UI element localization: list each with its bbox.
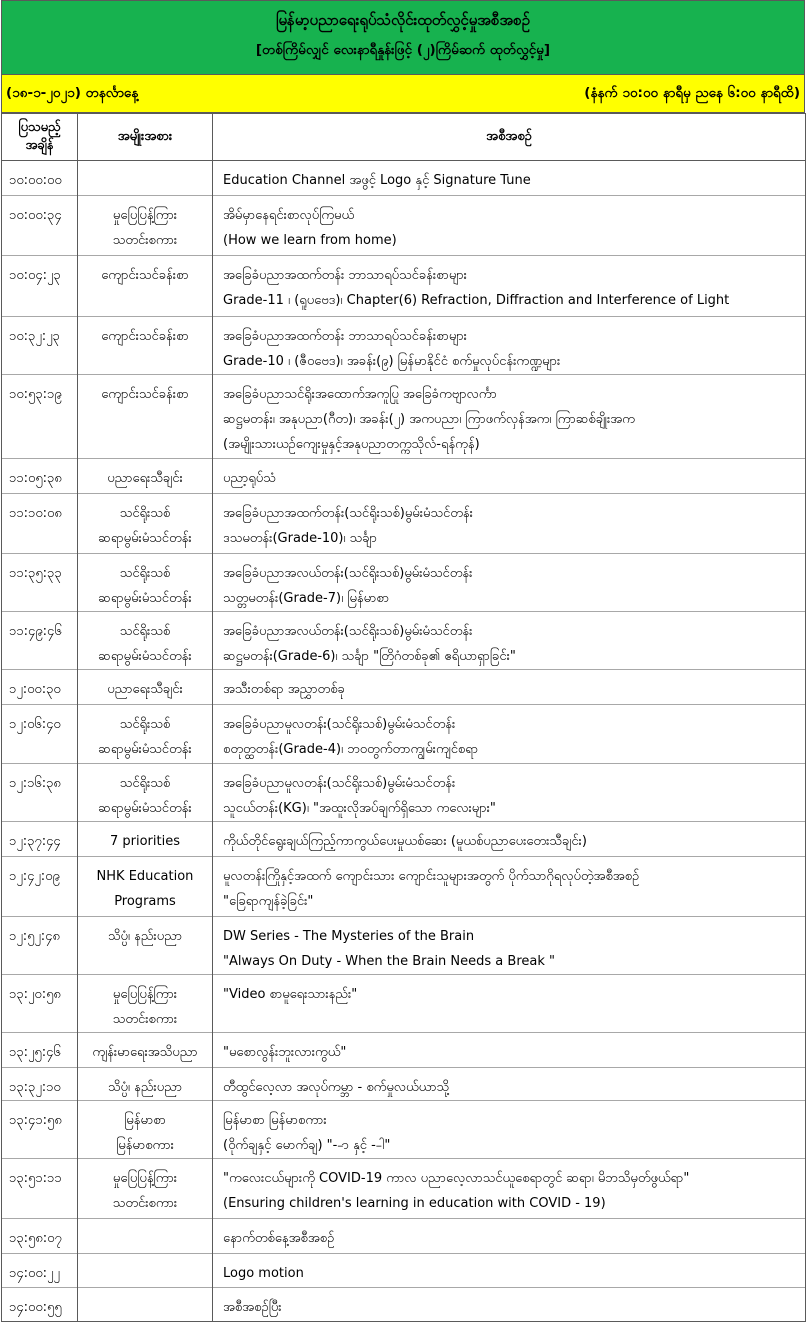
table-row bbox=[2, 256, 806, 317]
date-bar bbox=[1, 75, 805, 113]
row-type bbox=[78, 554, 213, 612]
row-program bbox=[213, 494, 806, 554]
col-header-type: အမျိုးအစား bbox=[78, 114, 213, 161]
row-program-line: "ကလေးငယ်များကို COVID-19 ကာလ ပညာလေ့လာသင်ယူစေရာတွင် ဆရာ၊ မိဘသိမှတ်ဖွယ်ရာ" bbox=[223, 1171, 690, 1186]
table-row bbox=[2, 822, 806, 857]
row-time: ၁၁:၁၀:၀၈ bbox=[2, 494, 78, 554]
row-program bbox=[213, 459, 806, 494]
row-program-line: အခြေခံပညာအထက်တန်း ဘာသာရပ်သင်ခန်းစာများ bbox=[223, 268, 467, 283]
row-program-line: သတ္တမတန်း(Grade-7)၊ မြန်မာစာ bbox=[223, 591, 390, 606]
row-program-line: မြန်မာစာ မြန်မာစကား bbox=[223, 1113, 327, 1128]
row-program-line: အသီးတစ်ရာ အညွှာတစ်ခု bbox=[223, 682, 345, 697]
row-type bbox=[78, 375, 213, 459]
row-time: ၁၁:၀၅:၃၈ bbox=[2, 459, 78, 494]
col-header-time: ပြသမည့်အချိန် bbox=[2, 114, 78, 161]
row-type-line: သင်ရိုးသစ် bbox=[119, 776, 171, 791]
row-type bbox=[78, 1101, 213, 1159]
row-type-line: သင်ရိုးသစ် bbox=[119, 506, 171, 521]
schedule-sheet bbox=[1, 0, 805, 1322]
row-program bbox=[213, 1101, 806, 1159]
row-type-line: ဆရာမွမ်းမံသင်တန်း bbox=[98, 531, 192, 546]
row-time: ၁၂:၁၆:၃၈ bbox=[2, 764, 78, 822]
row-time: ၁၃:၂၅:၄၆ bbox=[2, 1033, 78, 1068]
row-program-line: အခြေခံပညာအလယ်တန်း(သင်ရိုးသစ်)မွမ်းမံသင်တန်း bbox=[223, 624, 473, 639]
row-type bbox=[78, 494, 213, 554]
row-type-line: NHK Education bbox=[96, 869, 194, 884]
row-program-line: "ခြေရာကျန်ခဲ့ခြင်း" bbox=[223, 894, 314, 909]
row-type bbox=[78, 705, 213, 764]
row-program bbox=[213, 375, 806, 459]
row-time: ၁၃:၄၁:၅၈ bbox=[2, 1101, 78, 1159]
row-program-line: "မစောလွန်းဘူးလားကွယ်" bbox=[223, 1045, 347, 1060]
row-type-line: မြန်မာစာ bbox=[124, 1113, 166, 1128]
row-program-line: အိမ်မှာနေရင်းစာလုပ်ကြမယ် bbox=[223, 208, 355, 223]
row-type bbox=[78, 317, 213, 375]
row-time: ၁၀:၀၄:၂၃ bbox=[2, 256, 78, 317]
table-row bbox=[2, 857, 806, 917]
row-program-line: (ဝိုက်ချနှင့် မောက်ချ) "--ာ နှင့် --ါ" bbox=[223, 1138, 391, 1153]
row-program-line: "Video စာမူရေးသားနည်း" bbox=[223, 987, 358, 1002]
row-program bbox=[213, 161, 806, 196]
row-type bbox=[78, 917, 213, 975]
table-row bbox=[2, 705, 806, 764]
row-program-line: ဆဋ္ဌမတန်း၊ အနုပညာ(ဂီတ)၊ အခန်း(၂) အကပညာ၊ ကြာဖက်လှန်အက၊ ကြာဆစ်ချိုးအက bbox=[223, 412, 635, 427]
row-type-line: Programs bbox=[114, 894, 176, 909]
row-type-line: ဆရာမွမ်းမံသင်တန်း bbox=[98, 591, 192, 606]
row-type-line: 7 priorities bbox=[109, 834, 180, 849]
row-program bbox=[213, 1219, 806, 1254]
row-program-line: ပညာ့ရုပ်သံ bbox=[223, 471, 276, 486]
row-type-line: မြန်မာစကား bbox=[116, 1138, 174, 1153]
row-type-line: ဆရာမွမ်းမံသင်တန်း bbox=[98, 801, 192, 816]
table-row bbox=[2, 1101, 806, 1159]
row-time: ၁၂:၀၀:၃၀ bbox=[2, 670, 78, 705]
row-time: ၁၀:၃၂:၂၃ bbox=[2, 317, 78, 375]
row-type-line: ဆရာမွမ်းမံသင်တန်း bbox=[98, 649, 192, 664]
row-type-line: သတင်းစကား bbox=[112, 233, 178, 248]
row-program-line: အခြေခံပညာအထက်တန်း ဘာသာရပ်သင်ခန်းစာများ bbox=[223, 329, 467, 344]
table-row bbox=[2, 494, 806, 554]
row-program-line: Grade-11 ၊ (ရူပဗေဒ)၊ Chapter(6) Refraction, Diffraction and Interference of Light bbox=[223, 293, 730, 308]
row-program-line: မူလတန်းကြိုနှင့်အထက် ကျောင်းသား ကျောင်းသူများအတွက် ပိုက်သာဂိုရလုပ်တဲ့အစီအစဉ် bbox=[223, 869, 640, 884]
row-type-line: သင်ရိုးသစ် bbox=[119, 717, 171, 732]
row-program-line: အခြေခံပညာမူလတန်း(သင်ရိုးသစ်)မွမ်းမံသင်တန်း bbox=[223, 717, 456, 732]
row-program bbox=[213, 1159, 806, 1219]
row-program bbox=[213, 705, 806, 764]
row-type bbox=[78, 1159, 213, 1219]
row-time: ၁၃:၂၀:၅၈ bbox=[2, 975, 78, 1033]
row-program-line: စတုတ္ထတန်း(Grade-4)၊ ဘဝတွက်တာကျွမ်းကျင်စရာ bbox=[223, 742, 479, 757]
row-program bbox=[213, 256, 806, 317]
row-type bbox=[78, 764, 213, 822]
row-type bbox=[78, 1288, 213, 1322]
table-row bbox=[2, 1254, 806, 1288]
page-subtitle: [တစ်ကြိမ်လျှင် လေးနာရီနှုန်းဖြင့် (၂)ကြိမ်ဆက် ထုတ်လွှင့်မှု] bbox=[255, 42, 551, 58]
row-program-line: အစီအစဉ်ပြီး bbox=[223, 1300, 282, 1315]
table-row bbox=[2, 317, 806, 375]
row-type-line: မှုပြေပြန့်ကြား bbox=[112, 1171, 178, 1186]
schedule-table bbox=[1, 113, 806, 1322]
table-row bbox=[2, 196, 806, 256]
schedule-rows bbox=[2, 161, 806, 1322]
row-program bbox=[213, 917, 806, 975]
table-header-row bbox=[2, 114, 806, 161]
row-program-line: Logo motion bbox=[223, 1266, 304, 1281]
table-row bbox=[2, 1159, 806, 1219]
row-type-line: ကျောင်းသင်ခန်းစာ bbox=[101, 387, 189, 402]
row-type-line: ကျောင်းသင်ခန်းစာ bbox=[101, 329, 189, 344]
row-program bbox=[213, 612, 806, 670]
row-program-line: Education Channel အဖွင့် Logo နှင့် Signature Tune bbox=[223, 173, 531, 188]
row-type-line: ကျန်းမာရေးအသိပညာ bbox=[92, 1045, 198, 1060]
row-program-line: အခြေခံပညာအလယ်တန်း(သင်ရိုးသစ်)မွမ်းမံသင်တန်း bbox=[223, 566, 473, 581]
row-program-line: (How we learn from home) bbox=[223, 233, 397, 248]
row-type-line: သတင်းစကား bbox=[112, 1012, 178, 1027]
table-row bbox=[2, 1219, 806, 1254]
table-row bbox=[2, 1033, 806, 1068]
table-row bbox=[2, 459, 806, 494]
row-program bbox=[213, 196, 806, 256]
row-time: ၁၄:၀၀:၂၂ bbox=[2, 1254, 78, 1288]
broadcast-hours: (နံနက် ၁၀:၀၀ နာရီမှ ညနေ ၆:၀၀ နာရီထိ) bbox=[584, 84, 800, 101]
row-type-line: သိပ္ပံ၊ နည်းပညာ bbox=[107, 929, 183, 944]
row-program-line: ဒသမတန်း(Grade-10)၊ သင်္ချာ bbox=[223, 531, 377, 546]
row-type bbox=[78, 459, 213, 494]
table-row bbox=[2, 917, 806, 975]
row-time: ၁၂:၅၂:၄၈ bbox=[2, 917, 78, 975]
row-program bbox=[213, 1068, 806, 1101]
table-row bbox=[2, 764, 806, 822]
row-program-line: "Always On Duty - When the Brain Needs a Break " bbox=[223, 954, 555, 969]
row-type-line: ပညာရေးသီချင်း bbox=[107, 682, 183, 697]
row-program-line: နောက်တစ်နေ့အစီအစဉ် bbox=[223, 1231, 335, 1246]
table-row bbox=[2, 670, 806, 705]
table-row bbox=[2, 612, 806, 670]
title-banner bbox=[1, 0, 805, 75]
row-program-line: ဆဋ္ဌမတန်း(Grade-6)၊ သင်္ချာ "တြိဂံတစ်ခု၏ ဧရိယာရှာခြင်း" bbox=[223, 649, 516, 664]
row-type-line: မှုပြေပြန့်ကြား bbox=[112, 208, 178, 223]
row-program bbox=[213, 554, 806, 612]
row-program bbox=[213, 670, 806, 705]
row-program bbox=[213, 1254, 806, 1288]
row-program bbox=[213, 857, 806, 917]
row-program bbox=[213, 822, 806, 857]
row-type-line: သင်ရိုးသစ် bbox=[119, 566, 171, 581]
row-time: ၁၁:၄၉:၄၆ bbox=[2, 612, 78, 670]
row-time: ၁၂:၄၂:၀၉ bbox=[2, 857, 78, 917]
page-title: မြန်မာ့ပညာရေးရုပ်သံလိုင်းထုတ်လွှင့်မှုအစီအစဉ် bbox=[275, 11, 531, 29]
row-type-line: သတင်းစကား bbox=[112, 1196, 178, 1211]
row-program-line: (Ensuring children's learning in education with COVID - 19) bbox=[223, 1196, 606, 1211]
row-program-line: (အမျိုးသားယဉ်ကျေးမှုနှင့်အနုပညာတက္ကသိုလ်-ရန်ကုန်) bbox=[223, 437, 480, 452]
row-time: ၁၂:၃၇:၄၄ bbox=[2, 822, 78, 857]
row-type bbox=[78, 975, 213, 1033]
row-type bbox=[78, 1068, 213, 1101]
row-type bbox=[78, 1254, 213, 1288]
row-time: ၁၃:၃၂:၁၀ bbox=[2, 1068, 78, 1101]
row-type-line: ပညာရေးသီချင်း bbox=[107, 471, 183, 486]
row-type bbox=[78, 1219, 213, 1254]
row-program-line: DW Series - The Mysteries of the Brain bbox=[223, 929, 475, 944]
row-time: ၁၄:၀၀:၅၅ bbox=[2, 1288, 78, 1322]
row-time: ၁၃:၅၈:၀၇ bbox=[2, 1219, 78, 1254]
row-type-line: သိပ္ပံ၊ နည်းပညာ bbox=[107, 1080, 183, 1095]
row-program bbox=[213, 1033, 806, 1068]
row-program-line: ကိုယ်တိုင်ရွေးချယ်ကြည့်ကာကွယ်ပေးမှုယစ်ဆေး (မူယစ်ပညာပေးတေးသီချင်း) bbox=[223, 834, 587, 849]
row-program-line: တီထွင်လေ့လာ အလုပ်ကမ္ဘာ - စက်မှုလယ်ယာသို့ bbox=[223, 1080, 450, 1095]
row-type-line: သင်ရိုးသစ် bbox=[119, 624, 171, 639]
broadcast-date: (၁၈-၁-၂၀၂၁) တနင်္လာနေ့ bbox=[6, 84, 139, 101]
row-program-line: အခြေခံပညာသင်ရိုးအထောက်အကူပြု အခြေခံကဗျာလင်္ကာ bbox=[223, 387, 497, 402]
row-type bbox=[78, 256, 213, 317]
row-time: ၁၃:၅၁:၁၁ bbox=[2, 1159, 78, 1219]
row-program bbox=[213, 1288, 806, 1322]
row-type bbox=[78, 822, 213, 857]
row-type bbox=[78, 612, 213, 670]
row-program bbox=[213, 764, 806, 822]
row-type bbox=[78, 670, 213, 705]
row-program bbox=[213, 975, 806, 1033]
row-program-line: အခြေခံပညာအထက်တန်း(သင်ရိုးသစ်)မွမ်းမံသင်တန်း bbox=[223, 506, 473, 521]
row-type bbox=[78, 857, 213, 917]
row-time: ၁၀:၅၃:၁၉ bbox=[2, 375, 78, 459]
row-time: ၁၁:၃၅:၃၃ bbox=[2, 554, 78, 612]
table-row bbox=[2, 1288, 806, 1322]
row-time: ၁၀:၀၀:၀၀ bbox=[2, 161, 78, 196]
row-type bbox=[78, 1033, 213, 1068]
row-time: ၁၂:၀၆:၄၀ bbox=[2, 705, 78, 764]
row-type-line: မှုပြေပြန့်ကြား bbox=[112, 987, 178, 1002]
row-program-line: အခြေခံပညာမူလတန်း(သင်ရိုးသစ်)မွမ်းမံသင်တန်း bbox=[223, 776, 456, 791]
col-header-program: အစီအစဉ် bbox=[213, 114, 806, 161]
table-row bbox=[2, 554, 806, 612]
row-type-line: ဆရာမွမ်းမံသင်တန်း bbox=[98, 742, 192, 757]
row-time: ၁၀:၀၀:၃၄ bbox=[2, 196, 78, 256]
row-type bbox=[78, 161, 213, 196]
table-row bbox=[2, 161, 806, 196]
row-program bbox=[213, 317, 806, 375]
table-row bbox=[2, 375, 806, 459]
table-row bbox=[2, 975, 806, 1033]
row-program-line: Grade-10 ၊ (ဇီဝဗေဒ)၊ အခန်း(၉) မြန်မာနိုင်ငံ စက်မှုလုပ်ငန်းကဏ္ဍများ bbox=[223, 354, 561, 369]
row-type-line: ကျောင်းသင်ခန်းစာ bbox=[101, 268, 189, 283]
row-type bbox=[78, 196, 213, 256]
row-program-line: သူငယ်တန်း(KG)၊ "အထူးလိုအပ်ချက်ရှိသော ကလေးများ" bbox=[223, 801, 496, 816]
table-row bbox=[2, 1068, 806, 1101]
